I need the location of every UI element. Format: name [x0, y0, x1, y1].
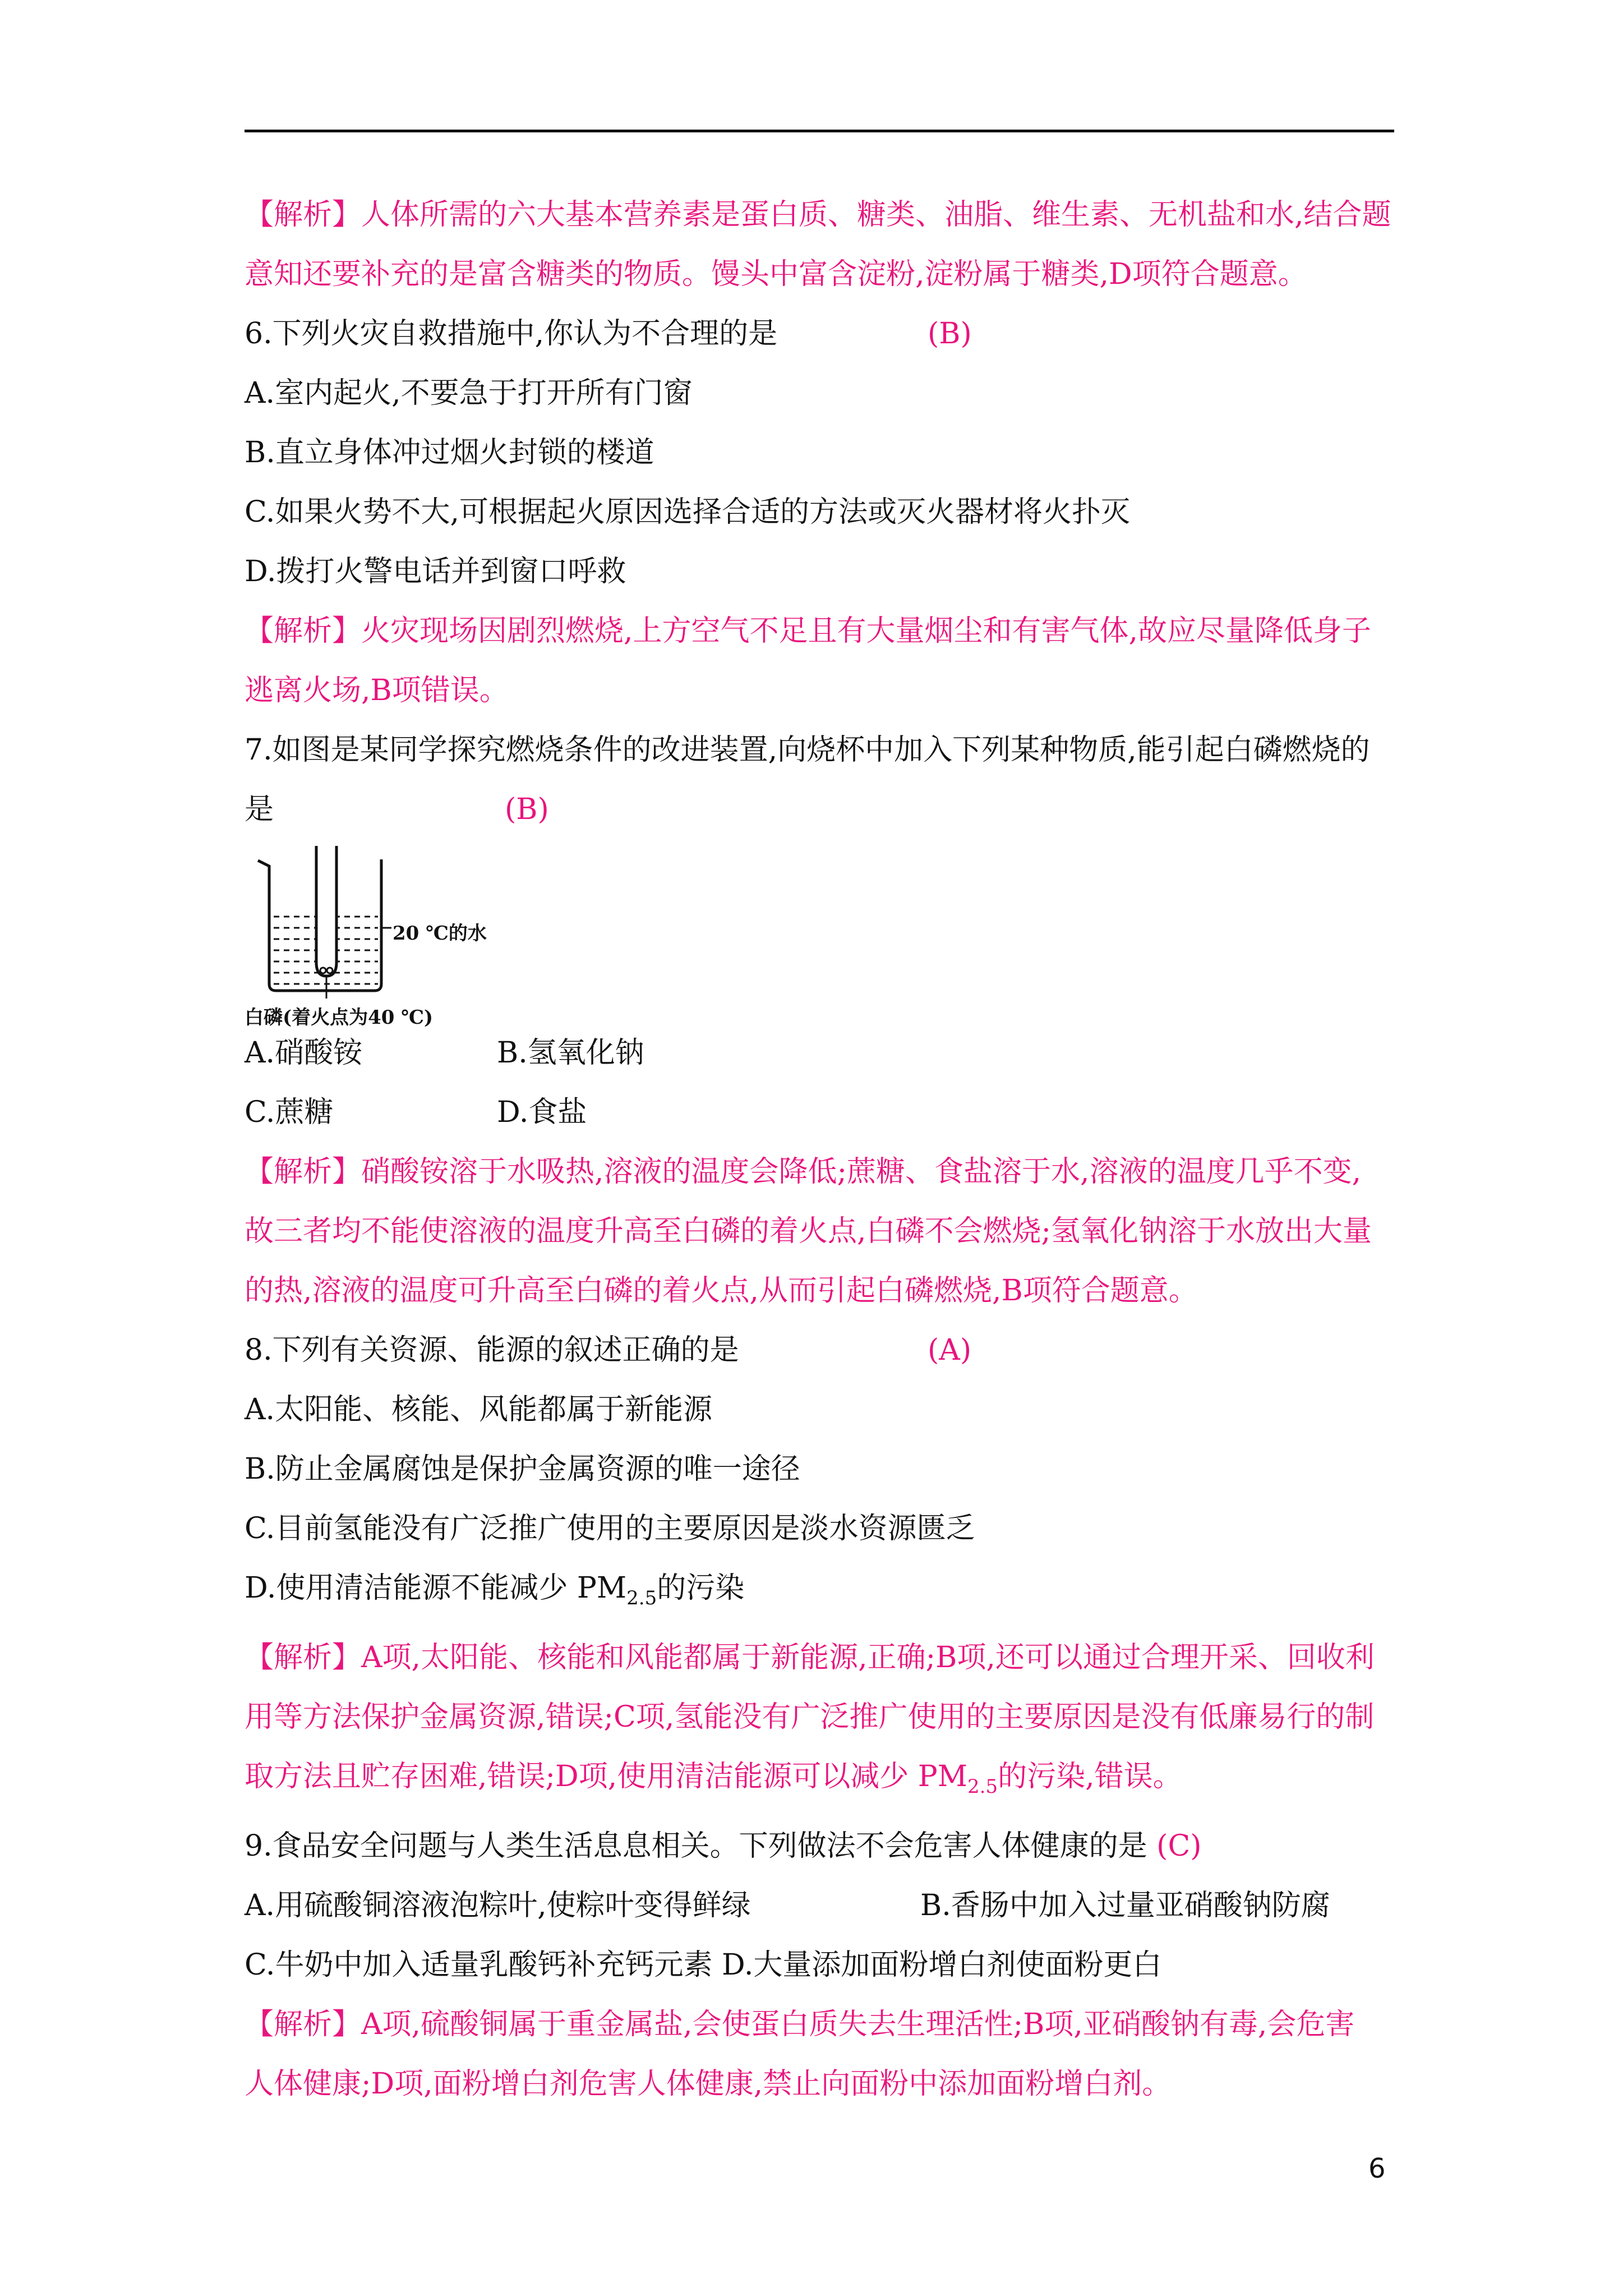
beaker-figure — [245, 844, 1400, 1029]
option-text: D.使用清洁能源不能减少 PM — [245, 1571, 627, 1605]
analysis-line — [245, 1747, 1400, 1816]
option: B.香肠中加入过量亚硝酸钠防腐 — [920, 1889, 1330, 1922]
options-row — [245, 1876, 1400, 1935]
analysis-text: 取方法且贮存困难,错误;D项,使用清洁能源可以减少 PM — [245, 1760, 968, 1793]
page-content — [245, 185, 1400, 2114]
answer-mark: (B) — [505, 793, 549, 826]
option: A.硝酸铵 — [245, 1036, 363, 1070]
analysis-line: 【解析】火灾现场因剧烈燃烧,上方空气不足且有大量烟尘和有害气体,故应尽量降低身子 — [245, 614, 1372, 648]
question-7-line-1: 7.如图是某同学探究燃烧条件的改进装置,向烧杯中加入下列某种物质,能引起白磷燃烧的 — [245, 733, 1370, 767]
page-number: 6 — [1368, 2153, 1386, 2184]
question-text: 6.下列火灾自救措施中,你认为不合理的是 — [245, 317, 778, 351]
option: B.防止金属腐蚀是保护金属资源的唯一途径 — [245, 1452, 800, 1486]
option-text: 的污染 — [657, 1571, 745, 1605]
option: B.氢氧化钠 — [497, 1036, 644, 1070]
option — [245, 1558, 1400, 1628]
analysis-line: 的热,溶液的温度可升高至白磷的着火点,从而引起白磷燃烧,B项符合题意。 — [245, 1274, 1198, 1308]
analysis-line: 故三者均不能使溶液的温度升高至白磷的着火点,白磷不会燃烧;氢氧化钠溶于水放出大量 — [245, 1214, 1372, 1248]
analysis-line: 【解析】硝酸铵溶于水吸热,溶液的温度会降低;蔗糖、食盐溶于水,溶液的温度几乎不变, — [245, 1155, 1362, 1189]
option: C.如果火势不大,可根据起火原因选择合适的方法或灭火器材将火扑灭 — [245, 495, 1130, 529]
option: D.拨打火警电话并到窗口呼救 — [245, 555, 626, 588]
subscript: 2.5 — [626, 1587, 657, 1609]
option: C.牛奶中加入适量乳酸钙补充钙元素 — [245, 1948, 713, 1982]
option: A.用硫酸铜溶液泡粽叶,使粽叶变得鲜绿 — [245, 1889, 751, 1922]
option: B.直立身体冲过烟火封锁的楼道 — [245, 436, 654, 470]
analysis-line: 人体健康;D项,面粉增白剂危害人体健康,禁止向面粉中添加面粉增白剂。 — [245, 2067, 1172, 2101]
option: D.食盐 — [497, 1096, 587, 1129]
figure-caption: 白磷(着火点为40 ℃) — [245, 1006, 434, 1029]
option: C.蔗糖 — [245, 1096, 334, 1129]
question-text: 8.下列有关资源、能源的叙述正确的是 — [245, 1333, 739, 1367]
answer-mark: (C) — [1156, 1829, 1202, 1863]
options-row — [245, 1935, 1400, 1995]
question-7-line-2 — [245, 780, 1400, 839]
option: C.目前氢能没有广泛推广使用的主要原因是淡水资源匮乏 — [245, 1512, 975, 1545]
answer-mark: (B) — [928, 317, 972, 351]
analysis-line: 意知还要补充的是富含糖类的物质。馒头中富含淀粉,淀粉属于糖类,D项符合题意。 — [245, 257, 1307, 291]
options-row — [245, 1023, 1400, 1083]
question-6 — [245, 304, 1400, 364]
options-row — [245, 1083, 1400, 1142]
question-9 — [245, 1816, 1400, 1876]
question-8 — [245, 1320, 1400, 1380]
question-text: 是 — [245, 793, 274, 826]
option: D.大量添加面粉增白剂使面粉更白 — [722, 1948, 1162, 1982]
analysis-line: 【解析】A项,硫酸铜属于重金属盐,会使蛋白质失去生理活性;B项,亚硝酸钠有毒,会危害 — [245, 2008, 1355, 2041]
question-text: 9.食品安全问题与人类生活息息相关。下列做法不会危害人体健康的是 — [245, 1829, 1147, 1863]
water-label: 20 ℃的水 — [393, 922, 487, 945]
analysis-line: 逃离火场,B项错误。 — [245, 674, 509, 707]
option: A.室内起火,不要急于打开所有门窗 — [245, 376, 693, 410]
analysis-line: 用等方法保护金属资源,错误;C项,氢能没有广泛推广使用的主要原因是没有低廉易行的制 — [245, 1700, 1375, 1734]
analysis-line: 【解析】A项,太阳能、核能和风能都属于新能源,正确;B项,还可以通过合理开采、回收利 — [245, 1641, 1375, 1674]
analysis-line: 【解析】人体所需的六大基本营养素是蛋白质、糖类、油脂、维生素、无机盐和水,结合题 — [245, 198, 1391, 232]
answer-mark: (A) — [928, 1333, 972, 1367]
option: A.太阳能、核能、风能都属于新能源 — [245, 1393, 713, 1427]
subscript: 2.5 — [967, 1775, 998, 1798]
analysis-text: 的污染,错误。 — [998, 1760, 1182, 1793]
header-rule — [245, 130, 1394, 132]
